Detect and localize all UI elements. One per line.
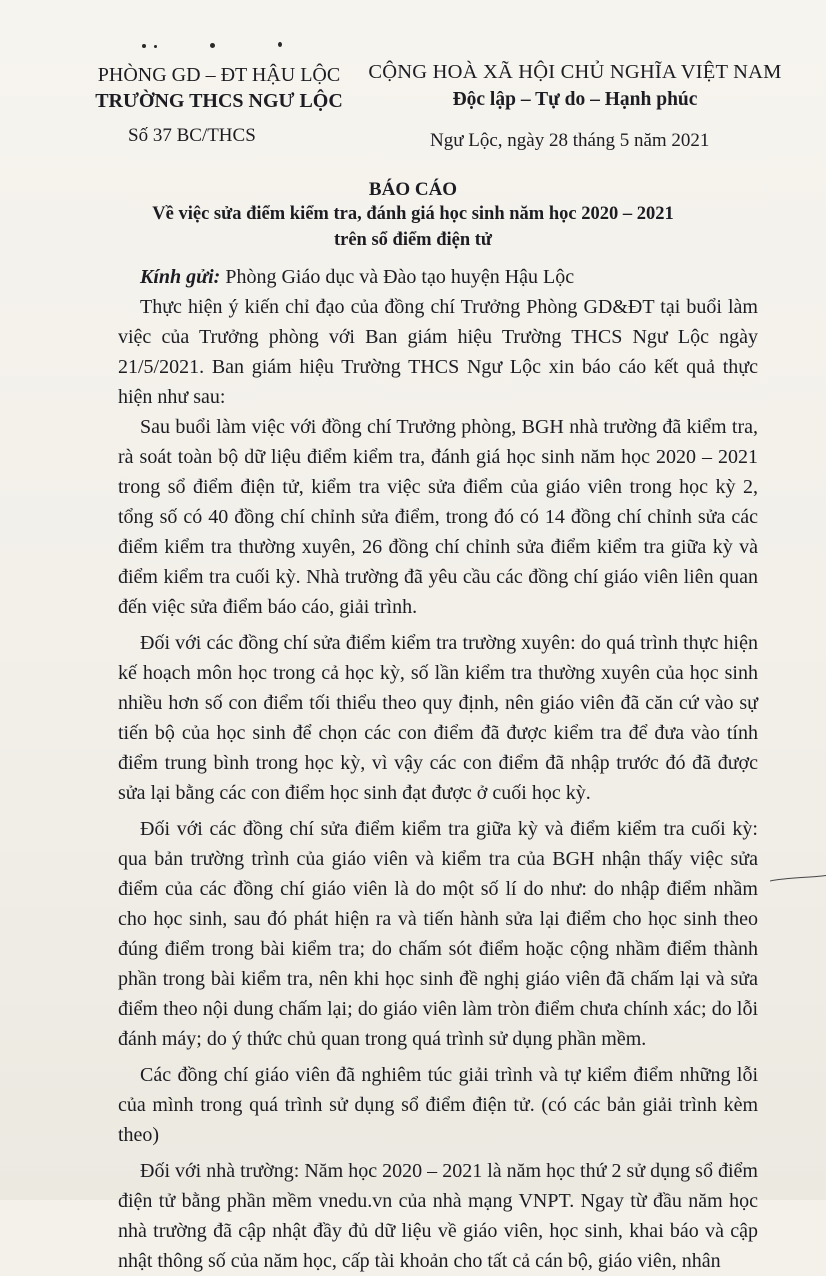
school-name: TRƯỜNG THCS NGƯ LỘC — [95, 90, 343, 112]
subtitle-line-2: trên sổ điểm điện tử — [333, 230, 493, 250]
paragraph-5: Các đồng chí giáo viên đã nghiêm túc giải trình và tự kiểm điểm những lỗi của mình trong quá trình sử dụng sổ điểm điện tử. (có các bản giải trình kèm theo) — [118, 1064, 758, 1146]
paragraph-3: Đối với các đồng chí sửa điểm kiểm tra trường xuyên: do quá trình thực hiện kế hoạch môn học trong cả học kỳ, số lần kiểm tra thường xuyên của học sinh nhiều hơn số con điểm tối thiểu theo quy định, nên giáo viên đã căn cứ vào sự tiến bộ của học sinh để chọn các con điểm đã được kiểm tra để đưa vào tính điểm trung bình trong học kỳ, vì vậy các con điểm đã nhập trước đó đã được sửa lại bằng các con điểm học sinh đạt được ở cuối học kỳ. — [118, 632, 758, 804]
document-title: BÁO CÁO — [368, 179, 458, 200]
document-subtitle — [0, 201, 826, 253]
country-name: CỘNG HOÀ XÃ HỘI CHỦ NGHĨA VIỆT NAM — [368, 61, 782, 83]
issuer-block — [84, 62, 354, 114]
document-number: Số 37 BC/THCS — [128, 125, 256, 146]
paragraph-4: Đối với các đồng chí sửa điểm kiểm tra giữa kỳ và điểm kiểm tra cuối kỳ: qua bản trường trình của giáo viên và kiểm tra của BGH nhận thấy việc sửa điểm của các đồng chí giáo viên là do một số lí do như: do nhập điểm nhầm cho học sinh, sau đó phát hiện ra và tiến hành sửa lại điểm cho học sinh theo đúng điểm trong bài kiểm tra; do chấm sót điểm hoặc cộng nhầm điểm thành phần trong bài kiểm tra, nên khi học sinh đề nghị giáo viên đã chấm lại và sửa điểm theo nội dung chấm lại; do giáo viên làm tròn điểm chưa chính xác; do lỗi đánh máy; do ý thức chủ quan trong quá trình sử dụng phần mềm. — [118, 818, 758, 1050]
national-motto: Độc lập – Tự do – Hạnh phúc — [452, 89, 698, 110]
paragraph-6: Đối với nhà trường: Năm học 2020 – 2021 là năm học thứ 2 sử dụng sổ điểm điện tử bằng phần mềm vnedu.vn của nhà mạng VNPT. Ngay từ đầu năm học nhà trường đã cập nhật đầy đủ dữ liệu về giáo viên, học sinh, khai báo và cập nhật thông số của năm học, cấp tài khoản cho tất cả cán bộ, giáo viên, nhân — [118, 1160, 758, 1272]
ink-specks — [140, 40, 290, 52]
paragraph-2: Sau buổi làm việc với đồng chí Trưởng phòng, BGH nhà trường đã kiểm tra, rà soát toàn bộ dữ liệu điểm kiểm tra, đánh giá học sinh năm học 2020 – 2021 trong sổ điểm điện tử, kiểm tra việc sửa điểm của giáo viên trong học kỳ 2, tổng số có 40 đồng chí chỉnh sửa điểm, trong đó có 14 đồng chí chỉnh sửa các điểm kiểm tra thường xuyên, 26 đồng chí chỉnh sửa điểm kiểm tra giữa kỳ và điểm kiểm tra cuối kỳ. Nhà trường đã yêu cầu các đồng chí giáo viên liên quan đến việc sửa điểm báo cáo, giải trình. — [118, 416, 758, 618]
recipient-name: Phòng Giáo dục và Đào tạo huyện Hậu Lộc — [225, 266, 575, 288]
date-line: Ngư Lộc, ngày 28 tháng 5 năm 2021 — [430, 130, 710, 151]
department-name: PHÒNG GD – ĐT HẬU LỘC — [97, 64, 341, 86]
pen-stroke — [770, 873, 826, 889]
paragraph-1: Thực hiện ý kiến chỉ đạo của đồng chí Trưởng Phòng GD&ĐT tại buổi làm việc của Trưởng phòng với Ban giám hiệu Trường THCS Ngư Lộc ngày 21/5/2021. Ban giám hiệu Trường THCS Ngư Lộc xin báo cáo kết quả thực hiện như sau: — [118, 296, 758, 408]
recipient-label: Kính gửi: — [140, 266, 221, 288]
national-header — [365, 58, 785, 114]
subtitle-line-1: Về việc sửa điểm kiểm tra, đánh giá học sinh năm học 2020 – 2021 — [152, 204, 674, 224]
recipient-line — [118, 262, 758, 292]
report-body — [118, 262, 758, 1276]
